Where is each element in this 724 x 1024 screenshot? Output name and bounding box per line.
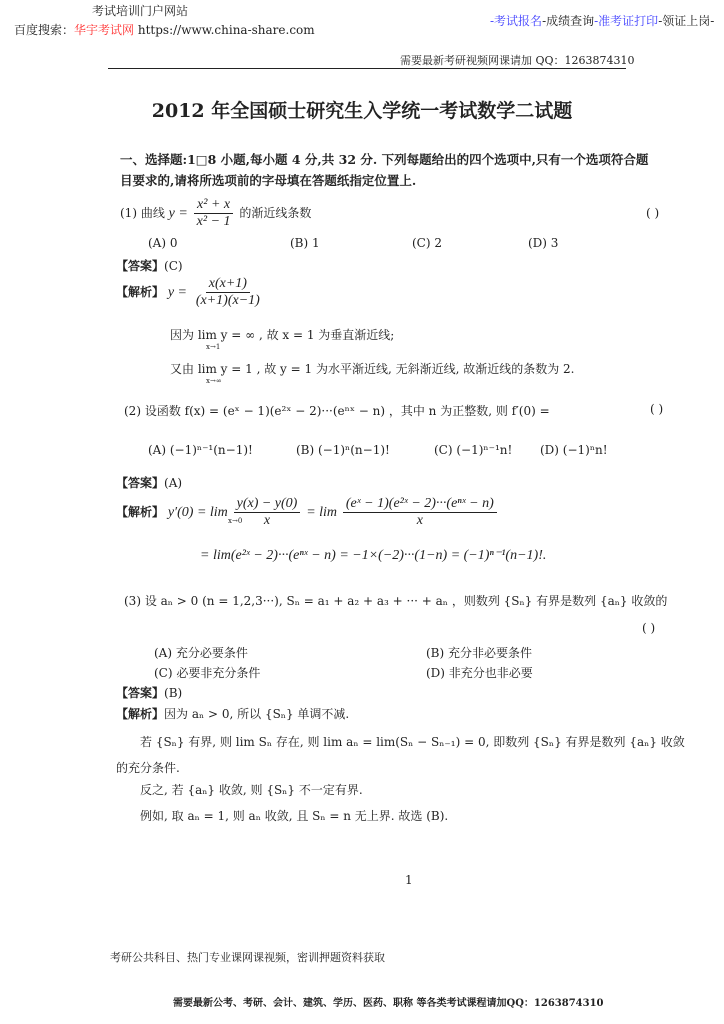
q2-option-c: (C) (−1)ⁿ⁻¹n! xyxy=(434,443,513,457)
answer-label: 【答案】 xyxy=(116,259,165,273)
q2-answer xyxy=(116,474,182,491)
q1-fraction xyxy=(194,197,234,230)
link-admission-print[interactable]: -准考证打印 xyxy=(594,14,659,28)
link-score-query[interactable]: -成绩查询 xyxy=(542,14,595,28)
footer-line-1: 考研公共科目、热门专业课网课视频，密训押题资料获取 xyxy=(110,951,385,964)
q2-option-d: (D) (−1)ⁿn! xyxy=(540,443,608,457)
question-3-stem: (3) 设 aₙ > 0 (n = 1,2,3···), Sₙ = a₁ + a₂ + a₃ + ··· + aₙ ，则数列 {Sₙ} 有界是数列 {aₙ} 收敛的 xyxy=(124,594,668,608)
q3-analysis-line4: 反之, 若 {aₙ} 收敛, 则 {Sₙ} 不一定有界. xyxy=(140,783,363,797)
q2-analysis xyxy=(116,496,499,529)
answer-value: (A) xyxy=(164,476,183,490)
q1-num: x² + x xyxy=(194,197,233,214)
header-divider xyxy=(108,68,626,69)
page-number: 1 xyxy=(405,873,413,887)
q1-a-den: (x+1)(x−1) xyxy=(195,293,260,308)
q1-a-y: y = xyxy=(167,285,188,300)
q1-answer-blank: ( ) xyxy=(646,206,660,220)
answer-value: (C) xyxy=(164,259,183,273)
q1-a-fraction xyxy=(193,276,263,309)
q2-a-den2: x xyxy=(416,513,423,528)
q2-answer-blank: ( ) xyxy=(650,402,664,416)
analysis-label: 【解析】 xyxy=(116,505,165,519)
q3-analysis-line5: 例如, 取 aₙ = 1, 则 aₙ 收敛, 且 Sₙ = n 无上界. 故选 (B). xyxy=(140,809,449,823)
qq-notice: 需要最新考研视频网课请加 QQ：1263874310 xyxy=(400,54,635,67)
q2-a-fraction-2 xyxy=(343,496,497,529)
site-url[interactable]: https://www.china-share.com xyxy=(137,23,315,37)
question-1-stem xyxy=(120,197,311,230)
q1-analysis-line1: 因为 lim y = ∞ , 故 x = 1 为垂直渐近线; xyxy=(170,328,395,342)
q3-option-c: (C) 必要非充分条件 xyxy=(154,666,261,680)
q1-a-num: x(x+1) xyxy=(206,276,250,293)
q3-analysis-line1: 因为 aₙ > 0, 所以 {Sₙ} 单调不减. xyxy=(164,707,350,721)
q1-limit-sub-1: x→1 xyxy=(206,343,221,351)
q2-a-num1: y(x) − y(0) xyxy=(234,496,301,513)
answer-value: (B) xyxy=(164,686,183,700)
site-title: 考试培训门户网站 xyxy=(92,4,189,18)
search-line xyxy=(14,21,315,38)
q2-option-b: (B) (−1)ⁿ(n−1)! xyxy=(296,443,390,457)
q3-analysis-line3: 的充分条件. xyxy=(116,761,180,775)
q1-y: y = xyxy=(168,206,188,221)
link-exam-registration[interactable]: -考试报名 xyxy=(490,14,543,28)
search-brand-link[interactable]: 华宇考试网 xyxy=(74,23,135,37)
analysis-label: 【解析】 xyxy=(116,285,165,299)
q2-a-fraction-1 xyxy=(234,496,301,529)
q1-prefix: (1) 曲线 xyxy=(120,206,165,220)
q3-answer-blank: ( ) xyxy=(642,621,656,635)
q2-a-eq: = lim xyxy=(306,505,338,520)
q1-analysis-line2: 又由 lim y = 1 , 故 y = 1 为水平渐近线, 无斜渐近线, 故渐近线的条数为 2. xyxy=(170,362,575,376)
search-label: 百度搜索： xyxy=(14,23,75,37)
q2-a-den1: x xyxy=(263,513,271,528)
q3-analysis xyxy=(116,705,349,722)
q2-a-num2: (eˣ − 1)(e²ˣ − 2)···(eⁿˣ − n) xyxy=(343,496,497,513)
q3-analysis-line2: 若 {Sₙ} 有界, 则 lim Sₙ 存在, 则 lim aₙ = lim(Sₙ − Sₙ₋₁) = 0, 即数列 {Sₙ} 有界是数列 {aₙ} 收敛 xyxy=(140,735,685,749)
answer-label: 【答案】 xyxy=(116,686,165,700)
answer-label: 【答案】 xyxy=(116,476,165,490)
link-certificate[interactable]: -领证上岗- xyxy=(658,14,715,28)
q2-option-a: (A) (−1)ⁿ⁻¹(n−1)! xyxy=(148,443,253,457)
q2-limit-sub: x→0 xyxy=(228,517,243,525)
q2-analysis-line2: = lim(e²ˣ − 2)···(eⁿˣ − n) = −1×(−2)···(1−n) = (−1)ⁿ⁻¹(n−1)!. xyxy=(200,548,547,563)
q1-option-b: (B) 1 xyxy=(290,236,320,250)
q1-analysis xyxy=(116,276,265,309)
question-2-stem: (2) 设函数 f(x) = (eˣ − 1)(e²ˣ − 2)···(eⁿˣ − n) ，其中 n 为正整数, 则 f′(0) = xyxy=(124,404,550,418)
analysis-label: 【解析】 xyxy=(116,707,165,721)
q1-option-c: (C) 2 xyxy=(412,236,442,250)
q3-option-b: (B) 充分非必要条件 xyxy=(426,646,532,660)
q1-suffix: 的渐近线条数 xyxy=(239,206,312,220)
q1-option-d: (D) 3 xyxy=(528,236,559,250)
section-instructions-1: 一、选择题:1□8 小题,每小题 4 分,共 32 分. 下列每题给出的四个选项中,只有一个选项符合题 xyxy=(120,152,649,167)
q1-option-a: (A) 0 xyxy=(148,236,178,250)
footer-line-2: 需要最新公考、考研、会计、建筑、学历、医药、职称 等各类考试课程请加QQ：1263874310 xyxy=(173,998,604,1009)
q2-a-lhs: y′(0) = lim xyxy=(167,505,228,520)
q1-answer xyxy=(116,257,183,274)
q1-den: x² − 1 xyxy=(196,214,231,229)
header-links xyxy=(490,12,714,29)
q3-answer xyxy=(116,684,182,701)
q3-option-d: (D) 非充分也非必要 xyxy=(426,666,533,680)
q1-limit-sub-2: x→∞ xyxy=(206,377,222,385)
page-title: 2012 年全国硕士研究生入学统一考试数学二试题 xyxy=(151,100,573,122)
section-instructions-2: 目要求的,请将所选项前的字母填在答题纸指定位置上. xyxy=(120,173,417,188)
q3-option-a: (A) 充分必要条件 xyxy=(154,646,248,660)
